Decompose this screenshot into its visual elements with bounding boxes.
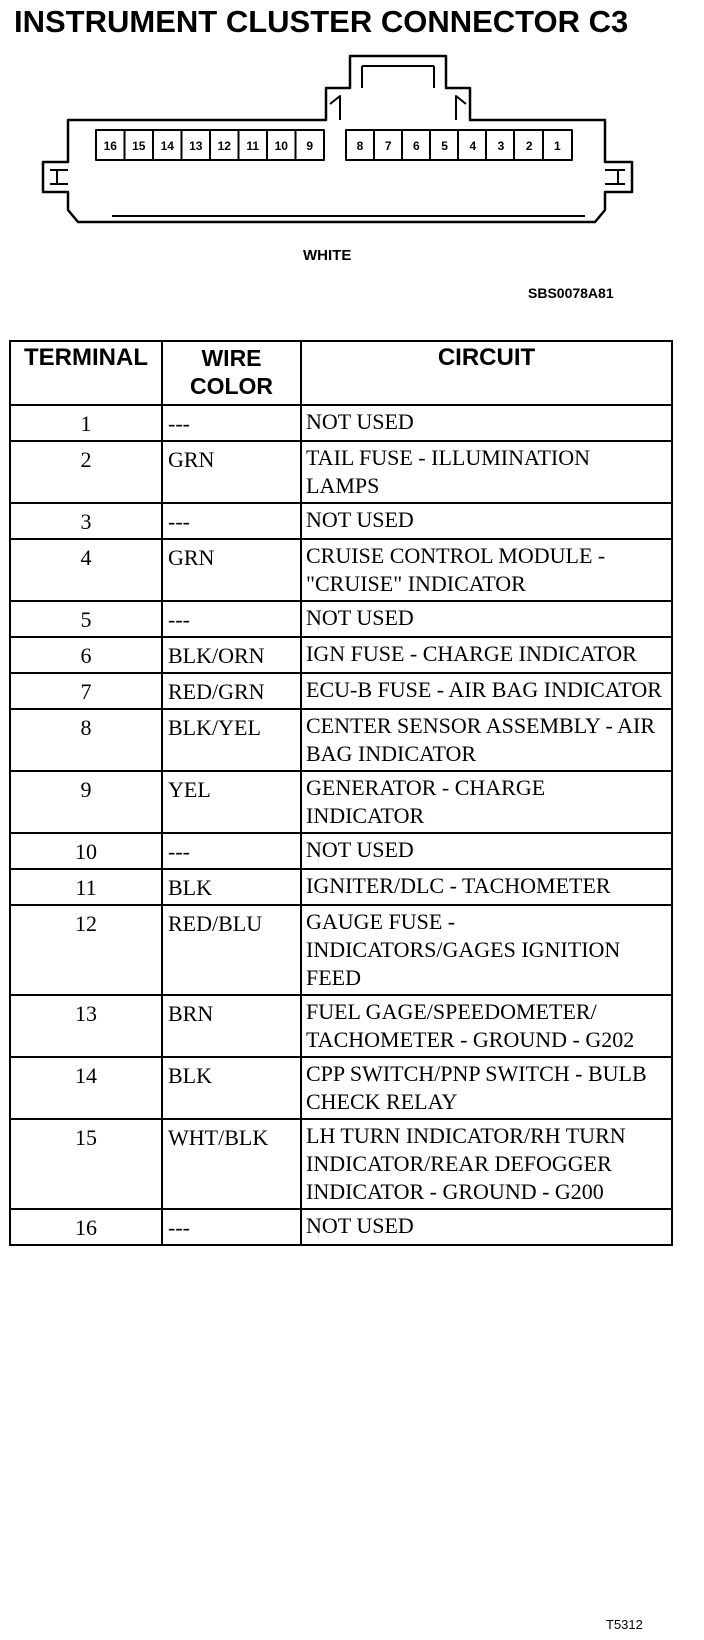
connector-color-label: WHITE bbox=[303, 247, 352, 264]
circuit-cell: NOT USED bbox=[301, 601, 672, 637]
circuit-cell: FUEL GAGE/SPEEDOMETER/ TACHOMETER - GROUND - G202 bbox=[301, 995, 672, 1057]
wire-color-cell: --- bbox=[162, 405, 301, 441]
circuit-cell: LH TURN INDICATOR/RH TURN INDICATOR/REAR DEFOGGER INDICATOR - GROUND - G200 bbox=[301, 1119, 672, 1209]
table-row bbox=[10, 709, 672, 771]
header-circuit: CIRCUIT bbox=[301, 341, 672, 405]
wire-color-cell: BLK bbox=[162, 869, 301, 905]
circuit-cell: CPP SWITCH/PNP SWITCH - BULB CHECK RELAY bbox=[301, 1057, 672, 1119]
pin-label: 4 bbox=[469, 139, 477, 153]
circuit-cell: TAIL FUSE - ILLUMINATION LAMPS bbox=[301, 441, 672, 503]
pin-label: 16 bbox=[103, 139, 117, 153]
table-row bbox=[10, 995, 672, 1057]
circuit-cell: CRUISE CONTROL MODULE - "CRUISE" INDICATOR bbox=[301, 539, 672, 601]
table-header-row bbox=[10, 341, 672, 405]
table-row bbox=[10, 1209, 672, 1245]
terminal-cell: 9 bbox=[10, 771, 162, 833]
pin-label: 3 bbox=[497, 139, 505, 153]
table-row bbox=[10, 869, 672, 905]
pin-label: 15 bbox=[132, 139, 146, 153]
pin-label: 11 bbox=[246, 139, 260, 153]
terminal-cell: 2 bbox=[10, 441, 162, 503]
terminal-cell: 3 bbox=[10, 503, 162, 539]
pin-label: 8 bbox=[356, 139, 364, 153]
table-row bbox=[10, 833, 672, 869]
terminal-cell: 16 bbox=[10, 1209, 162, 1245]
wire-color-cell: GRN bbox=[162, 539, 301, 601]
wire-color-cell: --- bbox=[162, 833, 301, 869]
wire-color-cell: RED/BLU bbox=[162, 905, 301, 995]
header-terminal: TERMINAL bbox=[10, 341, 162, 405]
terminal-cell: 4 bbox=[10, 539, 162, 601]
pin-label: 13 bbox=[189, 139, 203, 153]
table-row bbox=[10, 673, 672, 709]
circuit-cell: GENERATOR - CHARGE INDICATOR bbox=[301, 771, 672, 833]
terminal-cell: 8 bbox=[10, 709, 162, 771]
wire-color-cell: RED/GRN bbox=[162, 673, 301, 709]
wire-color-cell: WHT/BLK bbox=[162, 1119, 301, 1209]
circuit-cell: IGNITER/DLC - TACHOMETER bbox=[301, 869, 672, 905]
terminal-cell: 1 bbox=[10, 405, 162, 441]
terminal-cell: 12 bbox=[10, 905, 162, 995]
connector-diagram bbox=[0, 0, 704, 330]
terminal-cell: 14 bbox=[10, 1057, 162, 1119]
circuit-cell: ECU-B FUSE - AIR BAG INDICATOR bbox=[301, 673, 672, 709]
table-row bbox=[10, 539, 672, 601]
table-row bbox=[10, 1119, 672, 1209]
terminal-cell: 13 bbox=[10, 995, 162, 1057]
table-row bbox=[10, 441, 672, 503]
connector-right-tab bbox=[605, 170, 625, 184]
pin-label: 6 bbox=[413, 139, 420, 153]
circuit-cell: NOT USED bbox=[301, 833, 672, 869]
table-row bbox=[10, 601, 672, 637]
table-row bbox=[10, 503, 672, 539]
pin-label: 14 bbox=[160, 139, 174, 153]
table-row bbox=[10, 1057, 672, 1119]
pin-label: 9 bbox=[306, 139, 314, 153]
wire-color-cell: BLK/YEL bbox=[162, 709, 301, 771]
connector-left-tab bbox=[50, 170, 68, 184]
pinout-table bbox=[9, 340, 673, 1246]
terminal-cell: 11 bbox=[10, 869, 162, 905]
pin-label: 1 bbox=[554, 139, 561, 153]
wire-color-cell: GRN bbox=[162, 441, 301, 503]
terminal-cell: 10 bbox=[10, 833, 162, 869]
table-row bbox=[10, 905, 672, 995]
pin-label: 5 bbox=[441, 139, 448, 153]
pin-label: 2 bbox=[525, 139, 533, 153]
page-title: INSTRUMENT CLUSTER CONNECTOR C3 bbox=[14, 4, 629, 39]
circuit-cell: NOT USED bbox=[301, 405, 672, 441]
figure-id: T5312 bbox=[606, 1617, 643, 1632]
table-row bbox=[10, 771, 672, 833]
terminal-cell: 5 bbox=[10, 601, 162, 637]
wire-color-cell: BLK/ORN bbox=[162, 637, 301, 673]
figure-code: SBS0078A81 bbox=[528, 285, 614, 301]
terminal-cell: 15 bbox=[10, 1119, 162, 1209]
wire-color-cell: --- bbox=[162, 1209, 301, 1245]
wire-color-cell: BRN bbox=[162, 995, 301, 1057]
circuit-cell: NOT USED bbox=[301, 503, 672, 539]
table-row bbox=[10, 637, 672, 673]
pin-label: 10 bbox=[274, 139, 288, 153]
wire-color-cell: YEL bbox=[162, 771, 301, 833]
wire-color-cell: --- bbox=[162, 503, 301, 539]
connector-latch bbox=[362, 66, 434, 88]
header-wire-line2: COLOR bbox=[189, 373, 274, 399]
terminal-cell: 7 bbox=[10, 673, 162, 709]
wire-color-cell: BLK bbox=[162, 1057, 301, 1119]
circuit-cell: IGN FUSE - CHARGE INDICATOR bbox=[301, 637, 672, 673]
header-wire-color bbox=[162, 341, 301, 405]
wire-color-cell: --- bbox=[162, 601, 301, 637]
circuit-cell: CENTER SENSOR ASSEMBLY - AIR BAG INDICATOR bbox=[301, 709, 672, 771]
pin-labels-left bbox=[104, 139, 314, 153]
circuit-cell: GAUGE FUSE - INDICATORS/GAGES IGNITION FEED bbox=[301, 905, 672, 995]
circuit-cell: NOT USED bbox=[301, 1209, 672, 1245]
table-row bbox=[10, 405, 672, 441]
pin-label: 7 bbox=[384, 139, 392, 153]
pin-label: 12 bbox=[217, 139, 231, 153]
terminal-cell: 6 bbox=[10, 637, 162, 673]
header-wire-line1: WIRE bbox=[201, 345, 262, 371]
